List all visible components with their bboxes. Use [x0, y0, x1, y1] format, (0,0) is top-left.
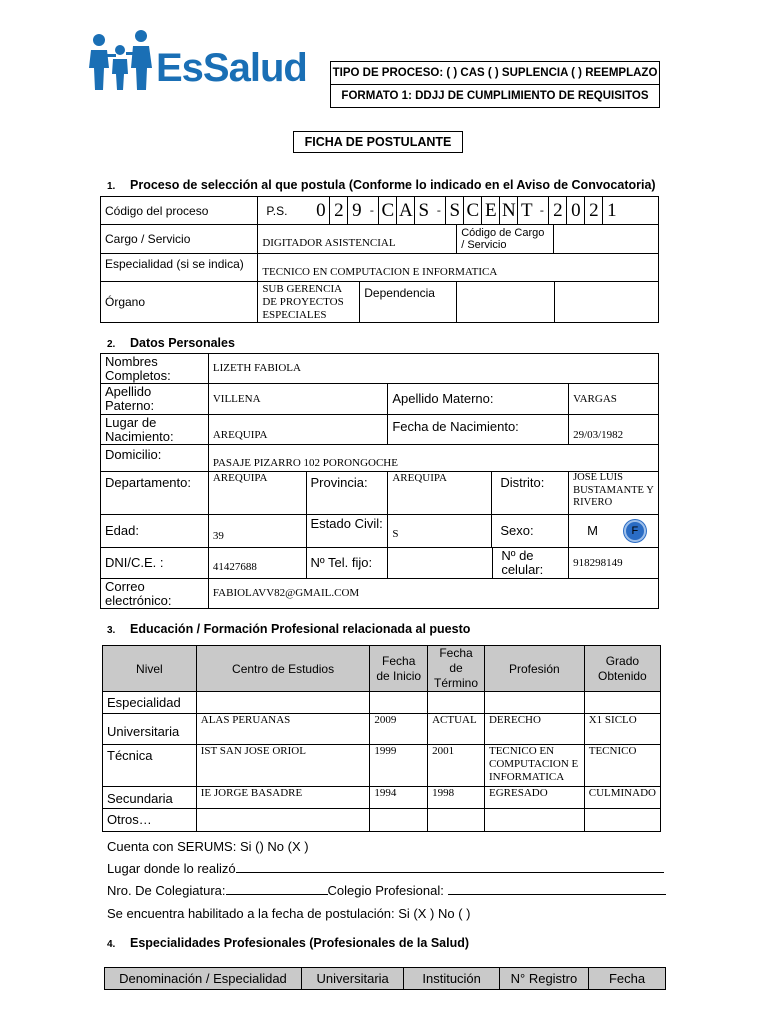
- spec-header: Denominación / Especialidad: [105, 968, 302, 990]
- edu-header: Fecha de Término: [428, 646, 485, 692]
- lugar-realizo-row: [107, 862, 664, 876]
- process-type-box: [330, 61, 660, 85]
- specialties-header-row: [105, 968, 666, 990]
- domicilio-value: PASAJE PIZARRO 102 PORONGOCHE: [208, 445, 658, 472]
- code-char: N: [499, 197, 517, 224]
- ap-paterno-label: Apellido Paterno:: [101, 384, 209, 415]
- estado-civil-label: Estado Civil:: [306, 515, 388, 548]
- form-title-box: [293, 131, 463, 153]
- edu-cell: [370, 692, 428, 714]
- section-3-heading: [107, 622, 470, 636]
- code-char: C: [378, 197, 396, 224]
- provincia-label: Provincia:: [306, 472, 388, 515]
- section-3-title: Educación / Formación Profesional relacionada al puesto: [130, 622, 471, 636]
- departamento-value: AREQUIPA: [208, 472, 306, 515]
- edu-cell: 2001: [428, 745, 485, 787]
- codigo-value: [258, 197, 659, 225]
- colegiatura-label: Nro. De Colegiatura:: [107, 883, 226, 898]
- provincia-value: AREQUIPA: [388, 472, 492, 514]
- distrito-value: JOSE LUIS BUSTAMANTE Y RIVERO: [569, 472, 659, 515]
- edu-header: Fecha de Inicio: [370, 646, 428, 692]
- section-2-heading: [107, 336, 235, 350]
- table-row: [103, 809, 661, 832]
- ap-paterno-value: VILLENA: [208, 384, 387, 415]
- estado-sexo-cell: [388, 515, 569, 548]
- edu-cell: [196, 809, 370, 832]
- colegiatura-row: [107, 884, 666, 898]
- edu-cell: CULMINADO: [584, 787, 660, 809]
- cargo-value: DIGITADOR ASISTENCIAL: [258, 225, 457, 254]
- sexo-options: [569, 515, 659, 548]
- domicilio-label: Domicilio:: [101, 445, 209, 472]
- process-type-text: TIPO DE PROCESO: ( ) CAS ( ) SUPLENCIA ( ) REEMPLAZO: [332, 67, 658, 79]
- codigo-cargo-label: Código de Cargo / Servicio: [457, 225, 554, 254]
- edu-cell: TECNICO: [584, 745, 660, 787]
- edu-cell: [484, 809, 584, 832]
- edu-header: Nivel: [103, 646, 197, 692]
- edu-cell: IST SAN JOSE ORIOL: [196, 745, 370, 787]
- table-row: [103, 714, 661, 745]
- lugar-nac-label: Lugar de Nacimiento:: [101, 415, 209, 445]
- ap-materno-label: Apellido Materno:: [388, 384, 569, 415]
- table-row: [103, 745, 661, 787]
- code-char: -: [436, 203, 441, 217]
- edu-cell: [584, 809, 660, 832]
- code-char: -: [539, 203, 544, 217]
- codigo-label: Código del proceso: [101, 197, 258, 225]
- edad-value: 39: [208, 515, 306, 548]
- section-3-number: 3.: [107, 625, 116, 636]
- sexo-m[interactable]: M: [587, 523, 598, 538]
- specialties-table: [104, 967, 666, 990]
- lugar-realizo-field[interactable]: [236, 872, 664, 873]
- dni-value: 41427688: [208, 548, 306, 579]
- correo-label: Correo electrónico:: [101, 579, 209, 609]
- brand-name: EsSalud: [156, 46, 307, 90]
- edu-cell: DERECHO: [484, 714, 584, 745]
- section-4-title: Especialidades Profesionales (Profesionales de la Salud): [130, 936, 470, 950]
- colegio-label: Colegio Profesional:: [327, 883, 444, 898]
- section-2-title: Datos Personales: [130, 336, 235, 350]
- code-char: 9: [347, 197, 365, 224]
- section-1-number: 1.: [107, 181, 116, 192]
- organo-value: SUB GERENCIA DE PROYECTOS ESPECIALES: [258, 282, 360, 323]
- section-4-heading: [107, 936, 469, 950]
- edu-header: Profesión: [484, 646, 584, 692]
- edu-cell: [196, 692, 370, 714]
- organo-label: Órgano: [101, 282, 258, 323]
- tel-value: [388, 548, 493, 578]
- process-table: [100, 196, 659, 323]
- edu-cell: X1 SICLO: [584, 714, 660, 745]
- edu-cell: [584, 692, 660, 714]
- edu-cell: [428, 692, 485, 714]
- departamento-label: Departamento:: [101, 472, 209, 515]
- edu-cell: [370, 809, 428, 832]
- spec-header: Fecha: [589, 968, 666, 990]
- dependencia-label: Dependencia: [360, 282, 457, 323]
- code-char: C: [463, 197, 481, 224]
- code-char: E: [481, 197, 499, 224]
- sexo-f-label: F: [631, 525, 639, 537]
- section-4-number: 4.: [107, 939, 116, 950]
- education-header-row: [103, 646, 661, 692]
- lugar-nac-value: AREQUIPA: [208, 415, 387, 445]
- code-chars: [312, 197, 620, 224]
- correo-value: FABIOLAVV82@GMAIL.COM: [208, 579, 658, 609]
- table-row: [103, 787, 661, 809]
- edu-header: Centro de Estudios: [196, 646, 370, 692]
- tel-cel-cell: [388, 548, 569, 579]
- codigo-cargo-value: [554, 225, 659, 254]
- section-2-number: 2.: [107, 339, 116, 350]
- family-icon: [86, 28, 154, 92]
- colegiatura-field[interactable]: [226, 894, 328, 895]
- distrito-label: Distrito:: [500, 475, 545, 490]
- spec-header: Universitaria: [301, 968, 404, 990]
- ps-label: P.S.: [266, 203, 288, 218]
- edu-cell: IE JORGE BASADRE: [196, 787, 370, 809]
- habilitado-text: Se encuentra habilitado a la fecha de postulación: Si (X ) No ( ): [107, 906, 471, 921]
- code-char: 1: [602, 197, 620, 224]
- code-char: 2: [329, 197, 347, 224]
- table-row: [103, 692, 661, 714]
- code-char: -: [369, 203, 374, 217]
- serums-text: Cuenta con SERUMS: Si () No (X ): [107, 839, 309, 854]
- spec-header: Institución: [404, 968, 499, 990]
- edu-cell: [428, 809, 485, 832]
- code-char: 2: [584, 197, 602, 224]
- lugar-realizo-label: Lugar donde lo realizó: [107, 861, 236, 876]
- dni-label: DNI/C.E. :: [101, 548, 209, 579]
- edu-cell: Especialidad: [103, 692, 197, 714]
- edu-cell: 2009: [370, 714, 428, 745]
- format-box: [330, 84, 660, 108]
- edu-cell: Universitaria: [103, 714, 197, 745]
- sexo-label: Sexo:: [500, 523, 534, 538]
- edu-header: Grado Obtenido: [584, 646, 660, 692]
- provincia-distrito-cell: [388, 472, 569, 515]
- edu-cell: Técnica: [103, 745, 197, 787]
- code-char: 0: [566, 197, 584, 224]
- section-1-heading: [107, 178, 656, 192]
- personal-data-table: [100, 353, 659, 609]
- edu-cell: TECNICO EN COMPUTACION E INFORMATICA: [484, 745, 584, 787]
- cel-value: 918298149: [569, 548, 659, 579]
- edu-cell: [484, 692, 584, 714]
- fecha-nac-label: Fecha de Nacimiento:: [388, 415, 569, 445]
- code-char: S: [445, 197, 463, 224]
- edu-cell: 1999: [370, 745, 428, 787]
- edu-cell: 1994: [370, 787, 428, 809]
- especialidad-label: Especialidad (si se indica): [101, 254, 258, 282]
- edu-cell: ACTUAL: [428, 714, 485, 745]
- fecha-nac-value: 29/03/1982: [569, 415, 659, 445]
- edu-cell: Otros…: [103, 809, 197, 832]
- edad-label: Edad:: [101, 515, 209, 548]
- nombres-value: LIZETH FABIOLA: [208, 354, 658, 384]
- estado-civil-value: S: [388, 515, 492, 547]
- dependencia-value: [457, 282, 659, 323]
- code-char: T: [517, 197, 535, 224]
- edu-cell: Secundaria: [103, 787, 197, 809]
- education-table: [102, 645, 661, 832]
- edu-cell: EGRESADO: [484, 787, 584, 809]
- especialidad-value: TECNICO EN COMPUTACION E INFORMATICA: [258, 254, 659, 282]
- spec-header: N° Registro: [499, 968, 588, 990]
- section-1-title: Proceso de selección al que postula (Conforme lo indicado en el Aviso de Convocatoria): [130, 178, 656, 192]
- tel-label: Nº Tel. fijo:: [306, 548, 388, 579]
- form-title: FICHA DE POSTULANTE: [304, 135, 452, 149]
- edu-cell: ALAS PERUANAS: [196, 714, 370, 745]
- cel-label: Nº de celular:: [501, 548, 544, 577]
- code-char: A: [396, 197, 414, 224]
- code-char: 0: [316, 200, 326, 221]
- nombres-label: Nombres Completos:: [101, 354, 209, 384]
- colegio-field[interactable]: [448, 894, 666, 895]
- sexo-f-selected[interactable]: [624, 520, 646, 542]
- ap-materno-value: VARGAS: [569, 384, 659, 415]
- cargo-label: Cargo / Servicio: [101, 225, 258, 254]
- code-char: S: [414, 197, 432, 224]
- code-char: 2: [548, 197, 566, 224]
- edu-cell: 1998: [428, 787, 485, 809]
- essalud-logo: [86, 28, 311, 94]
- format-text: FORMATO 1: DDJJ DE CUMPLIMIENTO DE REQUISITOS: [341, 90, 649, 102]
